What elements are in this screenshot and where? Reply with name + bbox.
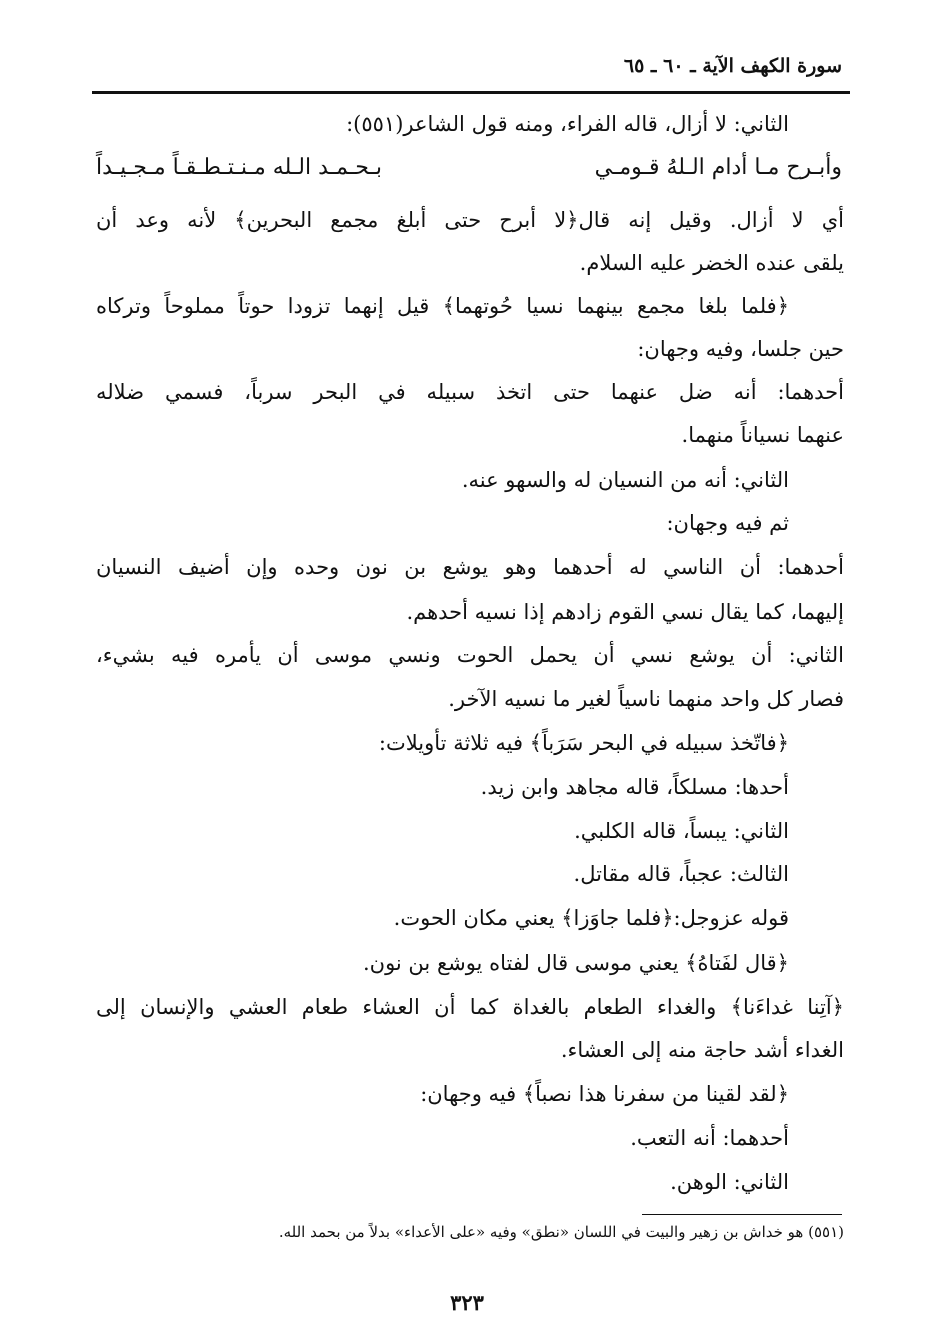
text-line: أحدهما: أن الناسي له أحدهما وهو يوشع بن نون وحده وإن أضيف النسيان [96,555,844,579]
text-line: ﴿قال لفَتاهُ﴾ يعني موسى قال لفتاه يوشع بن نون. [362,951,789,975]
text-line: ﴿فاتّخذ سبيله في البحر سَرَباً﴾ فيه ثلاثة تأويلات: [378,731,789,755]
verse-first-hemistich: وأبـرح مـا أدام الـلهُ قـومـي [594,155,842,180]
running-header: سورة الكهف الآية ـ ٦٠ ـ ٦٥ [623,55,842,77]
verse-second-hemistich: بـحـمـد الـله مـنـتـطـقـاً مـجـيـداً [96,155,383,180]
text-line: الثاني: أن يوشع نسي أن يحمل الحوت ونسي موسى أن يأمره فيه بشيء، [96,643,844,667]
text-line: ثم فيه وجهان: [666,511,789,535]
text-line: الثاني: الوهن. [670,1170,789,1194]
text-line: حين جلسا، وفيه وجهان: [637,337,844,361]
text-line: الثاني: يبساً، قاله الكلبي. [574,819,789,843]
text-line: يلقى عنده الخضر عليه السلام. [579,251,844,275]
text-line: ﴿آتِنا غداءَنا﴾ والغداء الطعام بالغداة كما أن العشاء طعام العشي والإنسان إلى [96,995,844,1019]
text-line: عنهما نسياناً منهما. [681,423,844,447]
text-line: قوله عزوجل:﴿فلما جاوَزا﴾ يعني مكان الحوت. [393,906,789,930]
footnote-rule [642,1214,842,1215]
header-rule [92,91,850,94]
footnote: (٥٥١) هو خداش بن زهير والبيت في اللسان «نطق» وفيه «على الأعداء» بدلاً من بحمد الله. [278,1223,844,1241]
text-line: الغداء أشد حاجة منه إلى العشاء. [560,1038,844,1062]
text-line: الثاني: أنه من النسيان له والسهو عنه. [461,468,789,492]
text-line: إليهما، كما يقال نسي القوم زادهم إذا نسيه أحدهم. [406,600,844,624]
text-line: أحدهما: أنه التعب. [630,1126,789,1150]
text-line: ﴿فلما بلغا مجمع بينهما نسيا حُوتهما﴾ قيل إنهما تزودا حوتاً مملوحاً وتركاه [96,294,789,318]
text-line: أحدهما: أنه ضل عنهما حتى اتخذ سبيله في البحر سرباً، فسمي ضلاله [96,380,844,404]
text-line: الثالث: عجباً، قاله مقاتل. [573,862,789,886]
text-line: فصار كل واحد منهما ناسياً لغير ما نسيه الآخر. [448,687,844,711]
text-line: الثاني: لا أزال، قاله الفراء، ومنه قول الشاعر(٥٥١): [346,112,789,136]
text-line: أي لا أزال. وقيل إنه قال﴿لا أبرح حتى أبلغ مجمع البحرين﴾ لأنه وعد أن [96,208,844,232]
text-line: أحدها: مسلكاً، قاله مجاهد وابن زيد. [480,775,789,799]
page-number: ٣٢٣ [450,1290,484,1315]
text-line: ﴿لقد لقينا من سفرنا هذا نصباً﴾ فيه وجهان: [420,1082,789,1106]
